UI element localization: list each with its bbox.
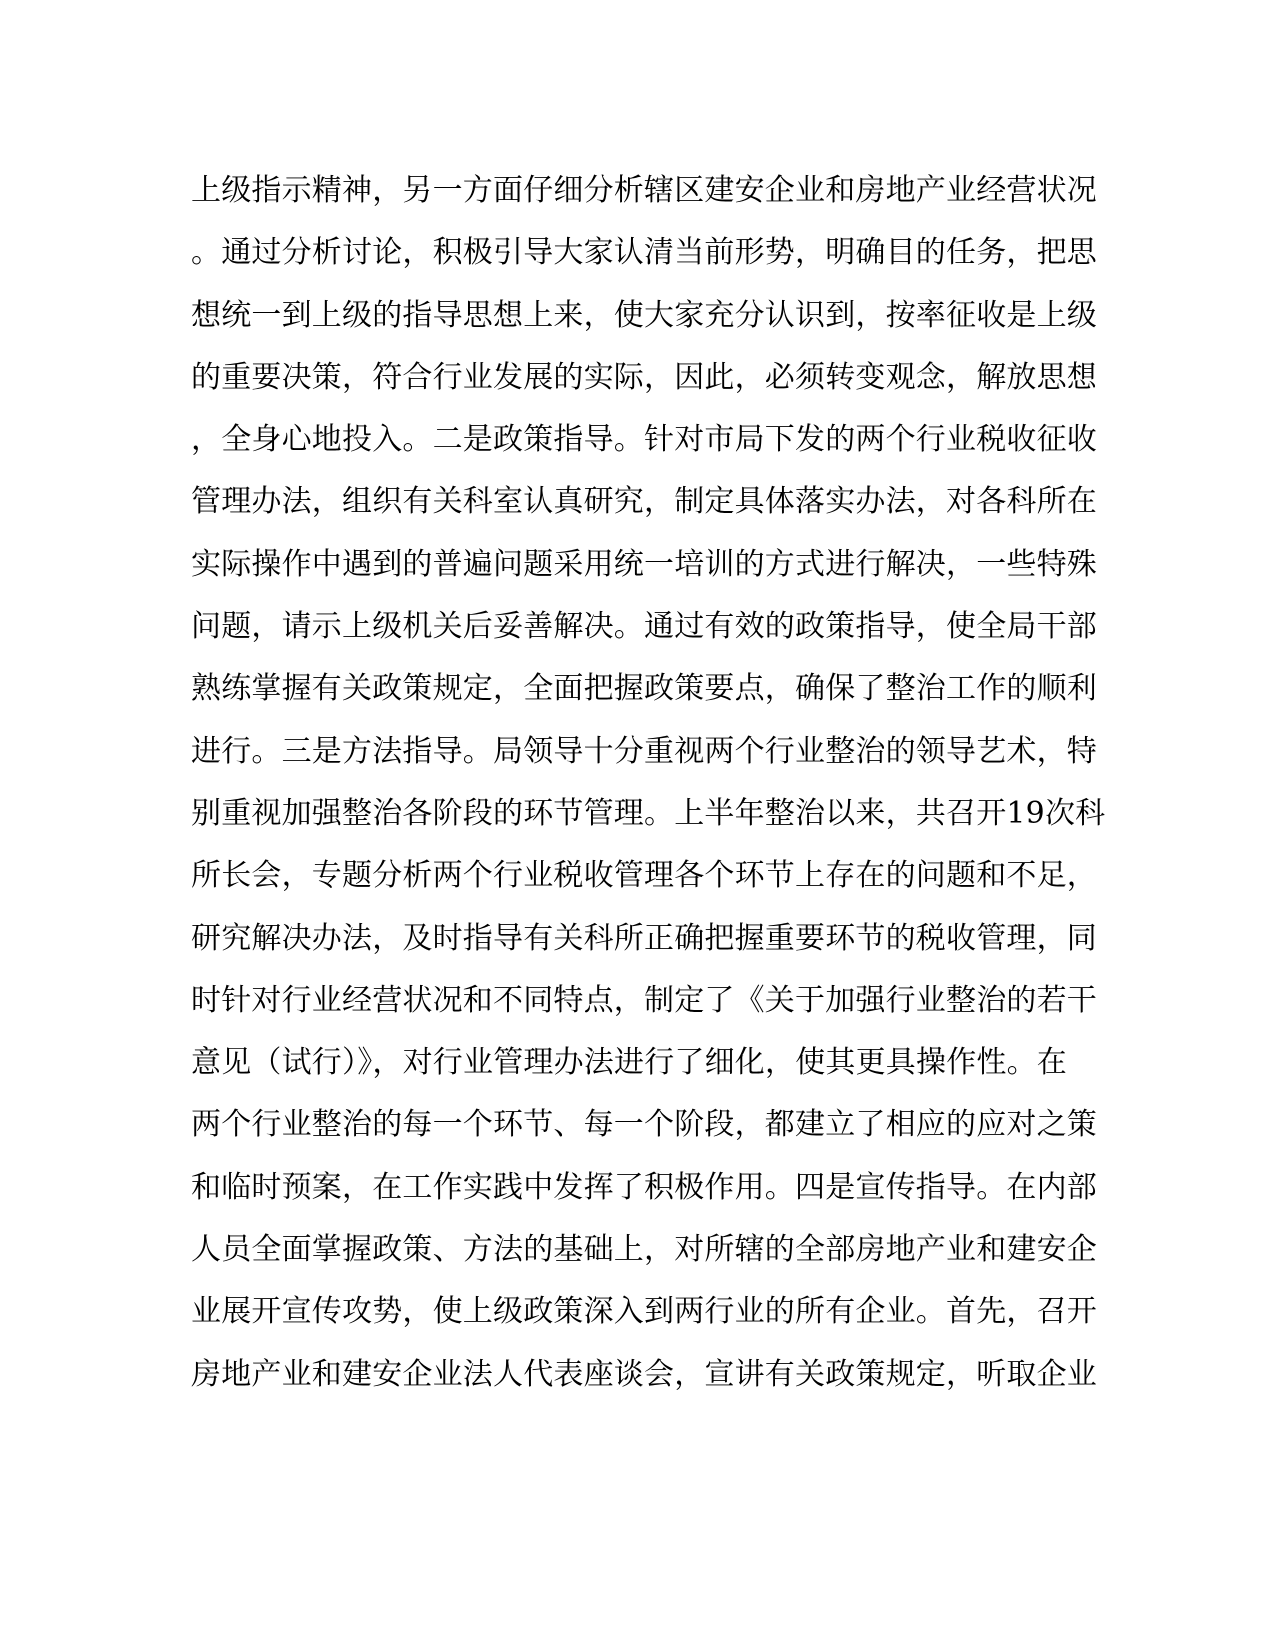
text-line: 人员全面掌握政策、方法的基础上，对所辖的全部房地产业和建安企 [191,1232,1097,1268]
text-line: 两个行业整治的每一个环节、每一个阶段，都建立了相应的应对之策 [191,1107,1097,1143]
text-line: 业展开宣传攻势，使上级政策深入到两行业的所有企业。首先，召开 [191,1294,1097,1330]
text-line: 管理办法，组织有关科室认真研究，制定具体落实办法，对各科所在 [191,484,1097,520]
text-line: 问题，请示上级机关后妥善解决。通过有效的政策指导，使全局干部 [191,609,1097,645]
text-line: 进行。三是方法指导。局领导十分重视两个行业整治的领导艺术，特 [191,733,1097,769]
text-line: 和临时预案，在工作实践中发挥了积极作用。四是宣传指导。在内部 [191,1169,1097,1205]
text-line: 意见（试行）》，对行业管理办法进行了细化，使其更具操作性。在 [191,1045,1067,1081]
text-line: 的重要决策，符合行业发展的实际，因此，必须转变观念，解放思想 [191,359,1097,395]
text-line: 所长会，专题分析两个行业税收管理各个环节上存在的问题和不足， [191,858,1097,894]
text-line: 研究解决办法，及时指导有关科所正确把握重要环节的税收管理，同 [191,920,1097,956]
text-line: 想统一到上级的指导思想上来，使大家充分认识到，按率征收是上级 [191,297,1097,333]
text-line: 房地产业和建安企业法人代表座谈会，宣讲有关政策规定，听取企业 [191,1356,1097,1392]
text-line: 别重视加强整治各阶段的环节管理。上半年整治以来，共召开19次科 [191,795,1106,831]
text-line: 。通过分析讨论，积极引导大家认清当前形势，明确目的任务，把思 [191,235,1097,271]
text-line: 熟练掌握有关政策规定，全面把握政策要点，确保了整治工作的顺利 [191,671,1097,707]
text-line: ，全身心地投入。二是政策指导。针对市局下发的两个行业税收征收 [191,422,1097,458]
text-line: 时针对行业经营状况和不同特点，制定了《关于加强行业整治的若干 [191,982,1097,1018]
text-line: 实际操作中遇到的普遍问题采用统一培训的方式进行解决，一些特殊 [191,546,1097,582]
text-line: 上级指示精神，另一方面仔细分析辖区建安企业和房地产业经营状况 [191,173,1097,208]
body-text [191,160,1106,1406]
